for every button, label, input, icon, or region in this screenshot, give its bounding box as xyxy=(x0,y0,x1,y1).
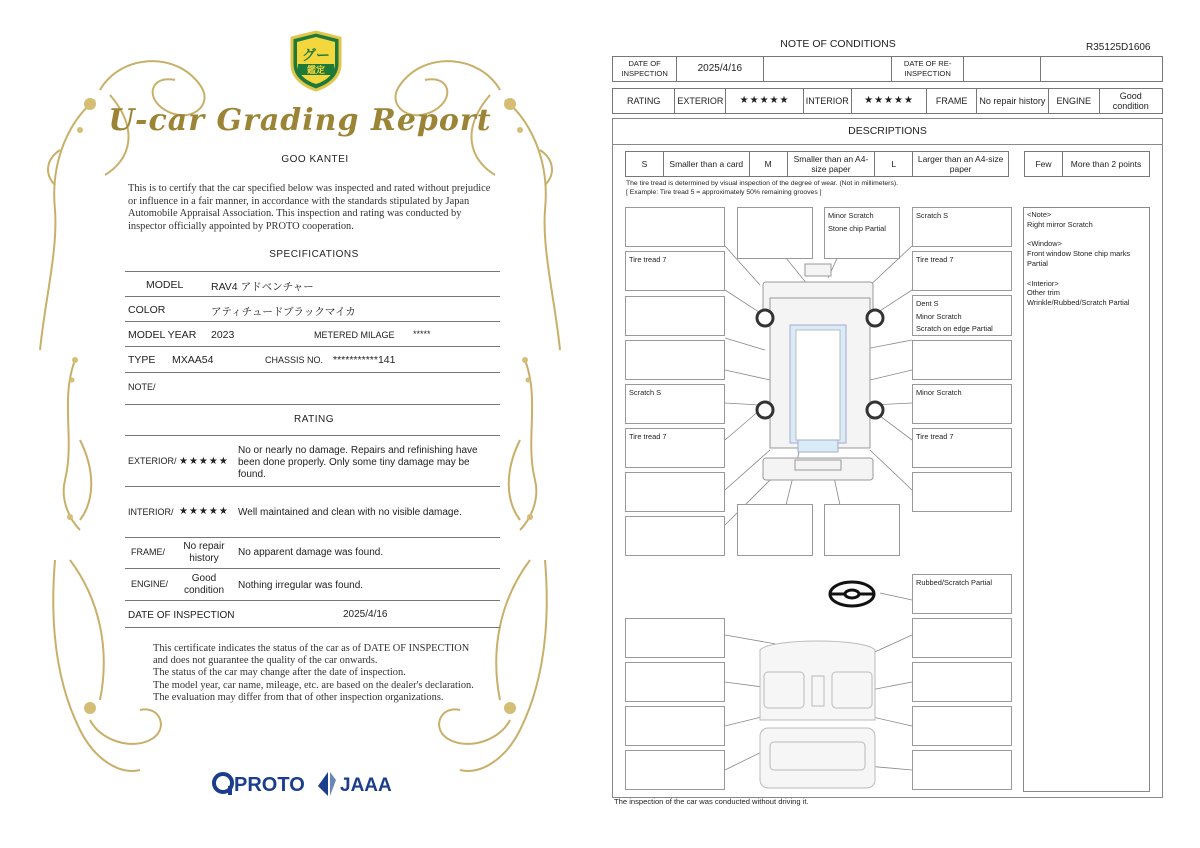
rating-heading: RATING xyxy=(293,414,335,425)
rating-label: RATING xyxy=(613,89,675,114)
interior-stars: ★★★★★ xyxy=(851,89,926,114)
color-value: アティチュードブラックマイカ xyxy=(211,306,356,318)
desc-box-left-1 xyxy=(625,207,725,247)
date-row xyxy=(125,601,500,628)
desc-box-top-2: Minor Scratch Stone chip Partial xyxy=(824,207,900,259)
svg-text:鑑定: 鑑定 xyxy=(306,66,326,76)
date-of-reinspection-label: DATE OF RE-INSPECTION xyxy=(891,57,963,82)
engine-text: Nothing irregular was found. xyxy=(238,580,364,591)
desc-box-top-1 xyxy=(737,207,813,259)
frame-value: No repair history xyxy=(976,89,1048,114)
desc-box-right-6: Tire tread 7 xyxy=(912,428,1012,468)
legend-l: L xyxy=(875,152,913,177)
certificate-footnote: This certificate indicates the status of the car as of DATE OF INSPECTION and does not guarantee the quality of the car onwards. The status of the car may change after the date of inspection. The model year, car name, mileage, etc. are based on the dealer's declaration. The evaluation may differ from that of other inspection organizations. xyxy=(153,643,474,703)
frame-label: FRAME xyxy=(927,89,977,114)
engine-row xyxy=(125,569,500,601)
frame-value: No repair history xyxy=(183,541,225,564)
mileage-label: METERED MILAGE xyxy=(314,330,395,340)
desc-box-right-3: Dent S Minor Scratch Scratch on edge Partial xyxy=(912,295,1012,336)
desc-box-left-4 xyxy=(625,340,725,380)
interior-box-left-3 xyxy=(625,706,725,746)
interior-box-right-3 xyxy=(912,706,1012,746)
note-of-conditions xyxy=(600,0,1200,848)
exterior-text: No or nearly no damage. Repairs and refinishing have been done properly. Only some tiny damage may be found. xyxy=(238,445,478,480)
exterior-row xyxy=(125,435,500,487)
conditions-title: NOTE OF CONDITIONS xyxy=(780,38,896,50)
svg-text:グー: グー xyxy=(302,48,330,64)
car-interior-icon xyxy=(760,641,875,788)
legend-m-text: Smaller than an A4-size paper xyxy=(787,152,875,177)
desc-box-left-5: Scratch S xyxy=(625,384,725,424)
intro-text: This is to certify that the car specified below was inspected and rated without prejudice or influence in a fair manner, in accordance with the standards stipulated by Japan Automobile Appraisal Association. This inspection and rating was conducted by inspector officially appointed by PROTO cooperation. xyxy=(128,183,491,232)
car-top-view-icon xyxy=(763,264,873,480)
interior-text: Well maintained and clean with no visible damage. xyxy=(238,507,462,518)
logos xyxy=(210,768,410,798)
organization-name: GOO KANTEI xyxy=(281,154,349,165)
date-label: DATE OF INSPECTION xyxy=(128,610,235,621)
legend-s-text: Smaller than a card xyxy=(663,152,749,177)
specifications-heading: SPECIFICATIONS xyxy=(269,249,359,260)
interior-row xyxy=(125,487,500,538)
goo-kantei-badge-icon xyxy=(288,30,344,92)
color-label: COLOR xyxy=(128,304,166,316)
type-row xyxy=(125,347,500,373)
model-value: RAV4 アドベンチャー xyxy=(211,281,314,293)
desc-box-left-2: Tire tread 7 xyxy=(625,251,725,291)
engine-value: Good condition xyxy=(1099,89,1162,114)
report-id: R35125D1606 xyxy=(1086,42,1151,53)
interior-box-left-4 xyxy=(625,750,725,790)
mileage-value: ***** xyxy=(413,329,431,339)
interior-box-right-1 xyxy=(912,618,1012,658)
legend-l-text: Larger than an A4-size paper xyxy=(913,152,1009,177)
frame-text: No apparent damage was found. xyxy=(238,547,384,558)
exterior-stars: ★★★★★ xyxy=(179,456,229,467)
desc-box-left-8 xyxy=(625,516,725,556)
desc-box-right-4 xyxy=(912,340,1012,380)
chassis-label: CHASSIS NO. xyxy=(265,355,324,365)
report-title: U-car Grading Report xyxy=(108,103,492,138)
model-year-row xyxy=(125,322,500,347)
desc-box-right-2: Tire tread 7 xyxy=(912,251,1012,291)
date-value: 2025/4/16 xyxy=(343,609,388,620)
legend-s: S xyxy=(626,152,664,177)
jaaa-logo-text: JAAA xyxy=(340,775,392,796)
desc-box-bottom-2 xyxy=(824,504,900,556)
frame-label: FRAME/ xyxy=(131,547,166,557)
type-label: TYPE xyxy=(128,354,156,366)
date-of-inspection-value: 2025/4/16 xyxy=(677,57,763,82)
desc-box-right-1: Scratch S xyxy=(912,207,1012,247)
color-row xyxy=(125,297,500,322)
interior-label: INTERIOR/ xyxy=(128,507,174,517)
exterior-label: EXTERIOR xyxy=(675,89,726,114)
interior-label: INTERIOR xyxy=(803,89,851,114)
interior-box-left-1 xyxy=(625,618,725,658)
legend-m: M xyxy=(749,152,787,177)
tread-note: The tire tread is determined by visual inspection of the degree of wear. (Not in millimeters). [ Example: Tire tread 5 = approximately 50% remaining grooves ] xyxy=(626,180,898,196)
model-year-value: 2023 xyxy=(211,329,235,341)
steering-wheel-icon xyxy=(830,582,874,606)
desc-box-right-7 xyxy=(912,472,1012,512)
interior-box-left-2 xyxy=(625,662,725,702)
conditions-footer: The inspection of the car was conducted without driving it. xyxy=(614,797,809,806)
note-label: NOTE/ xyxy=(128,382,156,392)
desc-box-bottom-1 xyxy=(737,504,813,556)
interior-box-right-4 xyxy=(912,750,1012,790)
jaaa-logo-icon xyxy=(318,772,392,796)
frame-row xyxy=(125,538,500,569)
engine-label: ENGINE xyxy=(1048,89,1099,114)
model-year-label: MODEL YEAR xyxy=(128,329,197,341)
model-label: MODEL xyxy=(146,279,184,291)
model-row xyxy=(125,271,500,297)
legend-few: Few xyxy=(1025,152,1063,177)
engine-label: ENGINE/ xyxy=(131,579,169,589)
exterior-label: EXTERIOR/ xyxy=(128,456,177,466)
proto-logo-icon xyxy=(214,774,305,796)
desc-box-left-7 xyxy=(625,472,725,512)
desc-box-left-3 xyxy=(625,296,725,336)
interior-box-right-2 xyxy=(912,662,1012,702)
desc-box-steering: Rubbed/Scratch Partial xyxy=(912,574,1012,614)
chassis-value: ***********141 xyxy=(333,354,396,366)
note-row xyxy=(125,373,500,405)
desc-box-right-5: Minor Scratch xyxy=(912,384,1012,424)
date-of-inspection-label: DATE OF INSPECTION xyxy=(613,57,677,82)
engine-value: Good condition xyxy=(183,573,225,596)
interior-stars: ★★★★★ xyxy=(179,506,229,517)
legend-few-text: More than 2 points xyxy=(1063,152,1150,177)
exterior-stars: ★★★★★ xyxy=(726,89,803,114)
proto-logo-text: PROTO xyxy=(234,774,305,796)
type-value: MXAA54 xyxy=(172,354,214,366)
descriptions-heading: DESCRIPTIONS xyxy=(612,118,1163,145)
desc-box-left-6: Tire tread 7 xyxy=(625,428,725,468)
notes-box: <Note> Right mirror Scratch <Window> Front window Stone chip marks Partial <Interior> Other trim Wrinkle/Rubbed/Scratch Partial xyxy=(1023,207,1150,792)
